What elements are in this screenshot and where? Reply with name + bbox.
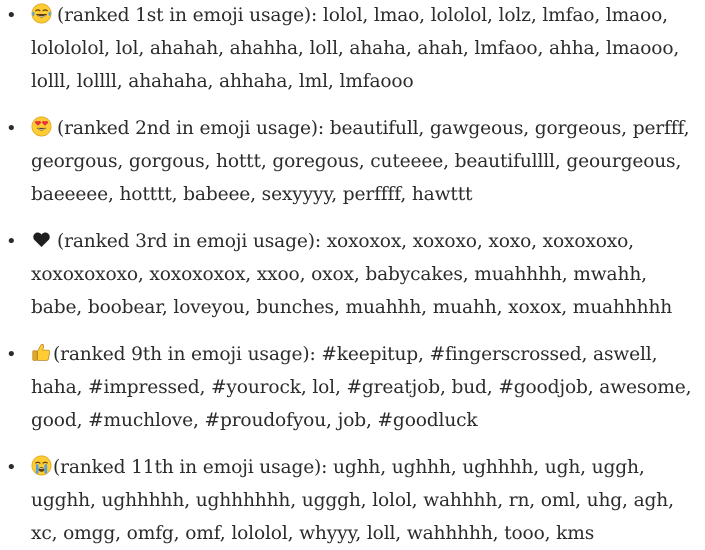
item-text: (ranked 2nd in emoji usage): beautifull, gawgeous, gorgeous, perfff, georgous, gorgous, hottt, goregous, cuteeee, beautifullll, geourgeous, baeeeee, hotttt, babeee, sexyyyy, perffff, hawttt bbox=[31, 118, 690, 205]
bullet: • bbox=[6, 5, 17, 26]
list-item bbox=[0, 0, 705, 98]
item-text: (ranked 9th in emoji usage): #keepitup, #fingerscrossed, aswell, haha, #impressed, #yourock, lol, #greatjob, bud, #goodjob, awesome, good, #muchlove, #proudofyou, job, #goodluck bbox=[31, 344, 692, 431]
bullet: • bbox=[6, 344, 17, 365]
list-item bbox=[0, 112, 705, 211]
loudly-crying-icon bbox=[31, 455, 52, 476]
heart-icon bbox=[31, 229, 52, 250]
list-item bbox=[0, 338, 705, 437]
list-item bbox=[0, 225, 705, 324]
tears-of-joy-icon bbox=[31, 3, 52, 24]
heart-eyes-icon bbox=[31, 116, 52, 137]
item-text: (ranked 11th in emoji usage): ughh, ughhh, ughhhh, ugh, uggh, ugghh, ughhhhh, ughhhhhh, ugggh, lolol, wahhhh, rn, oml, uhg, agh, xc, omgg, omfg, omf, lololol, whyyy, loll, wahhhhh, tooo, kms bbox=[31, 457, 674, 544]
item-text: (ranked 3rd in emoji usage): xoxoxox, xoxoxo, xoxo, xoxoxoxo, xoxoxoxoxo, xoxoxoxox, xxoo, oxox, babycakes, muahhhh, mwahh, babe, boobear, loveyou, bunches, muahhh, muahh, xoxox, muahhhhh bbox=[31, 231, 673, 318]
item-text: (ranked 1st in emoji usage): lolol, lmao, lololol, lolz, lmfao, lmaoo, lolololol, lol, ahahah, ahahha, loll, ahaha, ahah, lmfaoo, ahha, lmaooo, lolll, lollll, ahahaha, ahhaha, lml, lmfaooo bbox=[31, 5, 680, 92]
bullet: • bbox=[6, 457, 17, 478]
list-item bbox=[0, 451, 705, 550]
bullet: • bbox=[6, 231, 17, 252]
bullet: • bbox=[6, 118, 17, 139]
thumbs-up-icon bbox=[31, 342, 52, 363]
